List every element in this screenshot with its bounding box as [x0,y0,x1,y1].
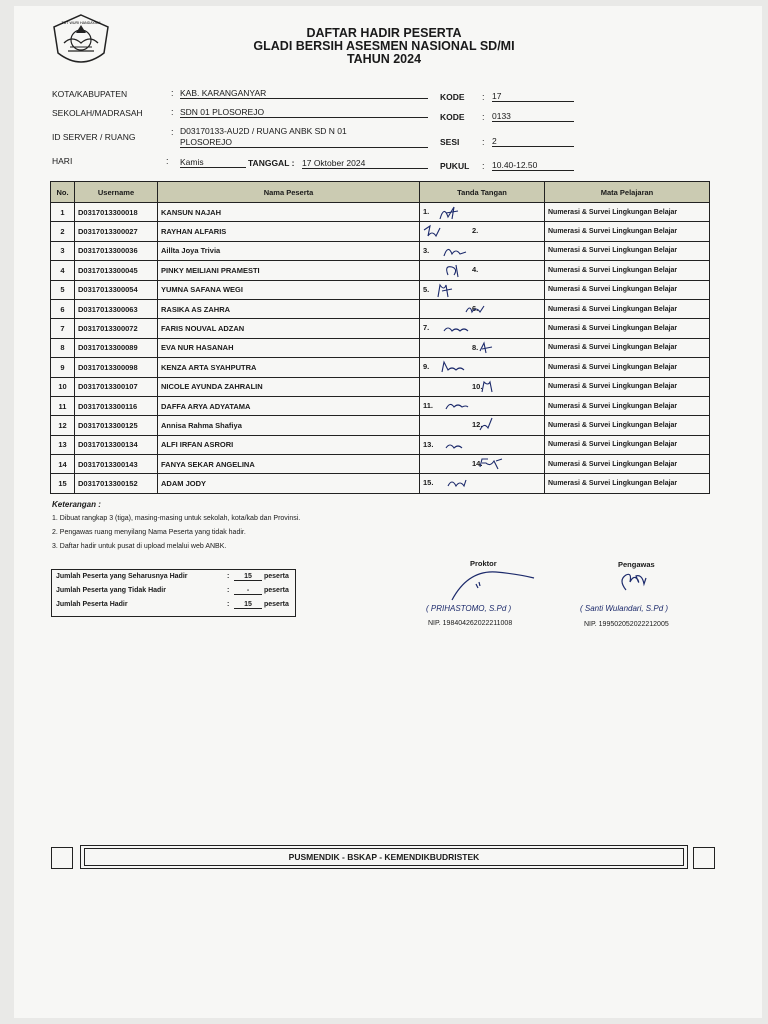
summary-label: Jumlah Peserta Hadir [56,601,128,608]
row-number: 12 [51,416,75,435]
summary-label: Jumlah Peserta yang Seharusnya Hadir [56,573,188,580]
summary-value: - [234,587,262,595]
row-number: 9 [51,358,75,377]
row-name: EVA NUR HASANAH [158,338,420,357]
row-number: 4 [51,261,75,280]
signature-mark-icon [420,436,538,454]
signature-mark-icon [420,378,538,396]
row-username: D0317013300152 [75,474,158,493]
summary-unit: peserta [264,573,289,580]
row-name: Aillta Joya Trivia [158,241,420,260]
colon: : [166,156,169,166]
header-name: Nama Peserta [158,182,420,203]
signature-mark-icon [420,397,538,415]
row-mapel: Numerasi & Survei Lingkungan Belajar [545,416,710,435]
row-name: PINKY MEILIANI PRAMESTI [158,261,420,280]
pengawas-nip: NIP. 199502052022212005 [584,621,669,628]
signature-number: 1. [423,207,430,216]
row-username: D0317013300098 [75,358,158,377]
row-number: 8 [51,338,75,357]
row-signature-cell [420,241,545,260]
colon: : [482,112,485,122]
row-name: NICOLE AYUNDA ZAHRALIN [158,377,420,396]
row-signature-cell [420,203,545,222]
colon: : [482,161,485,171]
pukul-label: PUKUL [440,161,470,171]
row-mapel: Numerasi & Survei Lingkungan Belajar [545,222,710,241]
table-row [51,455,710,474]
row-name: DAFFA ARYA ADYATAMA [158,396,420,415]
sesi-label: SESI [440,137,460,147]
row-mapel: Numerasi & Survei Lingkungan Belajar [545,435,710,454]
row-mapel: Numerasi & Survei Lingkungan Belajar [545,474,710,493]
row-signature-cell [420,474,545,493]
pukul-value: 10.40-12.50 [492,160,574,171]
pengawas-signature-icon [614,570,654,596]
keterangan-item: 1. Dibuat rangkap 3 (tiga), masing-masing untuk sekolah, kota/kab dan Provinsi. [52,515,301,522]
row-mapel: Numerasi & Survei Lingkungan Belajar [545,280,710,299]
row-mapel: Numerasi & Survei Lingkungan Belajar [545,455,710,474]
server-value-line1: D03170133-AU2D / RUANG ANBK SD N 01 [180,126,347,136]
table-header-row [51,182,710,203]
keterangan-item: 3. Daftar hadir untuk pusat di upload melalui web ANBK. [52,543,227,550]
row-name: YUMNA SAFANA WEGI [158,280,420,299]
row-signature-cell [420,280,545,299]
tanggal-value: 17 Oktober 2024 [302,158,428,169]
summary-label: Jumlah Peserta yang Tidak Hadir [56,587,166,594]
colon: : [482,92,485,102]
row-username: D0317013300143 [75,455,158,474]
row-signature-cell [420,435,545,454]
table-row [51,299,710,318]
server-value-line2: PLOSOREJO [180,137,428,148]
table-row [51,280,710,299]
kode1-value: 17 [492,91,574,102]
table-row [51,241,710,260]
kode2-label: KODE [440,112,465,122]
header-mapel: Mata Pelajaran [545,182,710,203]
row-signature-cell [420,416,545,435]
row-mapel: Numerasi & Survei Lingkungan Belajar [545,338,710,357]
kota-label: KOTA/KABUPATEN [52,89,128,99]
kota-value: KAB. KARANGANYAR [180,88,428,99]
row-name: ALFI IRFAN ASRORI [158,435,420,454]
row-username: D0317013300072 [75,319,158,338]
summary-row-absent [56,587,294,599]
proktor-name: ( PRIHASTOMO, S.Pd ) [426,604,512,613]
signature-mark-icon [420,416,538,434]
document-title-line3: TAHUN 2024 [346,52,422,66]
document-title-line2: GLADI BERSIH ASESMEN NASIONAL SD/MI [253,39,515,53]
table-row [51,435,710,454]
signature-number: 5. [423,284,430,294]
kode1-label: KODE [440,92,465,102]
row-signature-cell [420,455,545,474]
proktor-signature-icon [448,566,548,604]
header-username: Username [75,182,158,203]
row-number: 13 [51,435,75,454]
signature-mark-icon [420,203,538,221]
table-row [51,396,710,415]
row-username: D0317013300107 [75,377,158,396]
row-signature-cell [420,222,545,241]
footer-text: PUSMENDIK - BSKAP - KEMENDIKBUDRISTEK [84,848,684,866]
row-mapel: Numerasi & Survei Lingkungan Belajar [545,241,710,260]
signature-number: 2. [472,226,479,236]
sekolah-label: SEKOLAH/MADRASAH [52,108,143,118]
colon: : [227,601,230,608]
row-name: KENZA ARTA SYAHPUTRA [158,358,420,377]
signature-number: 3. [423,245,430,255]
table-row [51,319,710,338]
row-mapel: Numerasi & Survei Lingkungan Belajar [545,377,710,396]
signature-mark-icon [420,300,538,318]
signature-mark-icon [420,455,538,473]
row-number: 5 [51,280,75,299]
proktor-label: Proktor [470,559,497,568]
colon: : [227,573,230,580]
row-mapel: Numerasi & Survei Lingkungan Belajar [545,396,710,415]
signature-number: 14. [472,459,483,469]
row-number: 14 [51,455,75,474]
signature-number: 10. [472,381,483,391]
colon: : [171,107,174,117]
row-number: 1 [51,203,75,222]
signature-mark-icon [420,222,538,240]
sekolah-value: SDN 01 PLOSOREJO [180,107,428,118]
footer-banner [80,845,688,869]
kode2-value: 0133 [492,111,574,122]
hari-value: Kamis [180,157,246,168]
summary-value: 15 [234,601,262,609]
keterangan-title: Keterangan : [52,500,101,509]
row-number: 2 [51,222,75,241]
row-username: D0317013300027 [75,222,158,241]
row-number: 11 [51,396,75,415]
row-username: D0317013300116 [75,396,158,415]
sesi-value: 2 [492,136,574,147]
table-row [51,261,710,280]
row-username: D0317013300134 [75,435,158,454]
row-name: Annisa Rahma Shafiya [158,416,420,435]
signature-number: 12. [472,420,483,430]
row-username: D0317013300063 [75,299,158,318]
signature-number: 4. [472,265,479,275]
table-row [51,416,710,435]
row-number: 6 [51,299,75,318]
row-mapel: Numerasi & Survei Lingkungan Belajar [545,261,710,280]
summary-row-present [56,601,294,613]
keterangan-item: 2. Pengawas ruang menyilang Nama Peserta yang tidak hadir. [52,529,246,536]
row-name: RASIKA AS ZAHRA [158,299,420,318]
table-row [51,377,710,396]
row-username: D0317013300018 [75,203,158,222]
row-username: D0317013300125 [75,416,158,435]
row-mapel: Numerasi & Survei Lingkungan Belajar [545,203,710,222]
signature-mark-icon [420,358,538,376]
row-signature-cell [420,261,545,280]
row-mapel: Numerasi & Survei Lingkungan Belajar [545,299,710,318]
signature-mark-icon [420,474,538,492]
table-row [51,358,710,377]
signature-mark-icon [420,242,538,260]
tanggal-label: TANGGAL : [248,158,295,168]
summary-row-expected [56,573,294,585]
row-signature-cell [420,319,545,338]
proktor-nip: NIP. 198404262022211008 [428,620,513,627]
signature-number: 7. [423,323,430,333]
signature-mark-icon [420,281,538,299]
signature-number: 13. [423,439,434,449]
row-signature-cell [420,299,545,318]
row-signature-cell [420,377,545,396]
attendance-table [50,181,710,494]
footer-left-box [51,847,73,869]
signature-mark-icon [420,319,538,337]
row-number: 7 [51,319,75,338]
signature-number: 11. [423,400,434,410]
row-name: KANSUN NAJAH [158,203,420,222]
row-number: 3 [51,241,75,260]
row-number: 15 [51,474,75,493]
row-username: D0317013300089 [75,338,158,357]
row-username: D0317013300045 [75,261,158,280]
document-title-line1: DAFTAR HADIR PESERTA [306,26,462,40]
row-name: FARIS NOUVAL ADZAN [158,319,420,338]
colon: : [227,587,230,594]
row-name: ADAM JODY [158,474,420,493]
summary-unit: peserta [264,587,289,594]
pengawas-name: ( Santi Wulandari, S.Pd ) [580,604,669,613]
row-name: FANYA SEKAR ANGELINA [158,455,420,474]
row-signature-cell [420,396,545,415]
row-username: D0317013300054 [75,280,158,299]
summary-value: 15 [234,573,262,581]
pengawas-label: Pengawas [618,560,655,569]
signature-mark-icon [420,339,538,357]
table-row [51,222,710,241]
header-signature: Tanda Tangan [420,182,545,203]
signature-number: 6. [472,303,479,313]
signature-mark-icon [420,261,538,279]
row-mapel: Numerasi & Survei Lingkungan Belajar [545,319,710,338]
server-label: ID SERVER / RUANG [52,132,136,142]
row-username: D0317013300036 [75,241,158,260]
row-signature-cell [420,338,545,357]
row-signature-cell [420,358,545,377]
svg-text:TUT WURI HANDAYANI: TUT WURI HANDAYANI [61,21,101,25]
table-row [51,338,710,357]
colon: : [171,127,174,137]
colon: : [171,88,174,98]
table-row [51,203,710,222]
row-name: RAYHAN ALFARIS [158,222,420,241]
signature-number: 15. [423,478,434,488]
header-no: No. [51,182,75,203]
hari-label: HARI [52,156,73,166]
summary-box [51,569,296,617]
summary-unit: peserta [264,601,289,608]
colon: : [482,137,485,147]
row-number: 10 [51,377,75,396]
row-mapel: Numerasi & Survei Lingkungan Belajar [545,358,710,377]
footer-right-box [693,847,715,869]
table-row [51,474,710,493]
signature-number: 9. [423,362,430,372]
signature-number: 8. [472,342,479,352]
